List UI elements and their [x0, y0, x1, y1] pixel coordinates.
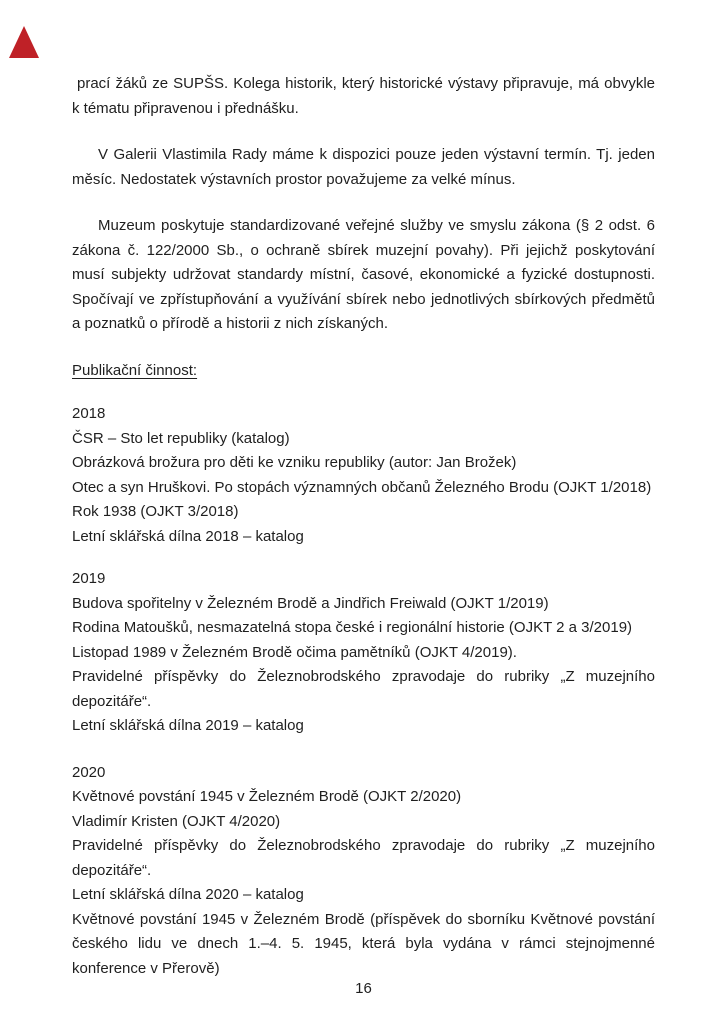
- paragraph-continuation: prací žáků ze SUPŠS. Kolega historik, který historické výstavy připravuje, má obvykle k tématu připravenou i přednášku.: [72, 75, 655, 117]
- year-label: 2020: [72, 763, 106, 781]
- year-label: 2019: [72, 570, 106, 587]
- publication-item: Letní sklářská dílna 2019 – katalog: [72, 717, 304, 734]
- page-number: 16: [355, 980, 372, 997]
- paragraph-muzeum: Muzeum poskytuje standardizované veřejné služby ve smyslu zákona (§ 2 odst. 6 zákona č. 122/2000 Sb., o ochraně sbírek muzejní povahy). Při jejichž poskytování musí subjekty udržovat standardy místní, časové, ekonomické a fyzické dostupnosti. Spočívají ve zpřístupňování a využívání sbírek nebo jednotlivých sbírkových předmětů a poznatků o přírodě a historii z nich získaných.: [72, 217, 655, 332]
- publications-section-2019: [72, 567, 655, 739]
- red-triangle-icon: [9, 26, 39, 58]
- publication-item: Květnové povstání 1945 v Železném Brodě (příspěvek do sborníku Květnové povstání českého lidu ve dnech 1.–4. 5. 1945, která byla vydána v rámci stejnojmenné konference v Přerově): [72, 910, 655, 977]
- publications-section-2020: [72, 761, 655, 982]
- publication-item: Listopad 1989 v Železném Brodě očima pamětníků (OJKT 4/2019).: [72, 643, 517, 661]
- paragraph-galerie: V Galerii Vlastimila Rady máme k dispozici pouze jeden výstavní termín. Tj. jeden měsíc. Nedostatek výstavních prostor považujeme za velké mínus.: [72, 146, 655, 188]
- publications-section-2018: [72, 402, 655, 549]
- publication-item: Obrázková brožura pro děti ke vzniku republiky (autor: Jan Brožek): [72, 454, 517, 471]
- publication-item: Letní sklářská dílna 2018 – katalog: [72, 527, 304, 545]
- publication-item: Budova spořitelny v Železném Brodě a Jindřich Freiwald (OJKT 1/2019): [72, 594, 549, 612]
- publication-item: Rodina Matoušků, nesmazatelná stopa české i regionální historie (OJKT 2 a 3/2019): [72, 619, 633, 636]
- publication-item: Letní sklářská dílna 2020 – katalog: [72, 886, 304, 903]
- publication-item: Rok 1938 (OJKT 3/2018): [72, 503, 239, 520]
- publication-item: Pravidelné příspěvky do Železnobrodského zpravodaje do rubriky „Z muzejního depozitáře“.: [72, 837, 655, 879]
- publication-item: Pravidelné příspěvky do Železnobrodského zpravodaje do rubriky „Z muzejního depozitáře“.: [72, 668, 655, 710]
- publication-item: Květnové povstání 1945 v Železném Brodě (OJKT 2/2020): [72, 788, 462, 805]
- publication-item: Otec a syn Hruškovi. Po stopách významných občanů Železného Brodu (OJKT 1/2018): [72, 478, 652, 496]
- publication-item: ČSR – Sto let republiky (katalog): [72, 429, 290, 447]
- year-label: 2018: [72, 405, 106, 422]
- publication-item: Vladimír Kristen (OJKT 4/2020): [72, 812, 281, 830]
- page-text-block: [72, 72, 655, 1002]
- section-heading-publikacni-cinnost: Publikační činnost:: [72, 361, 198, 379]
